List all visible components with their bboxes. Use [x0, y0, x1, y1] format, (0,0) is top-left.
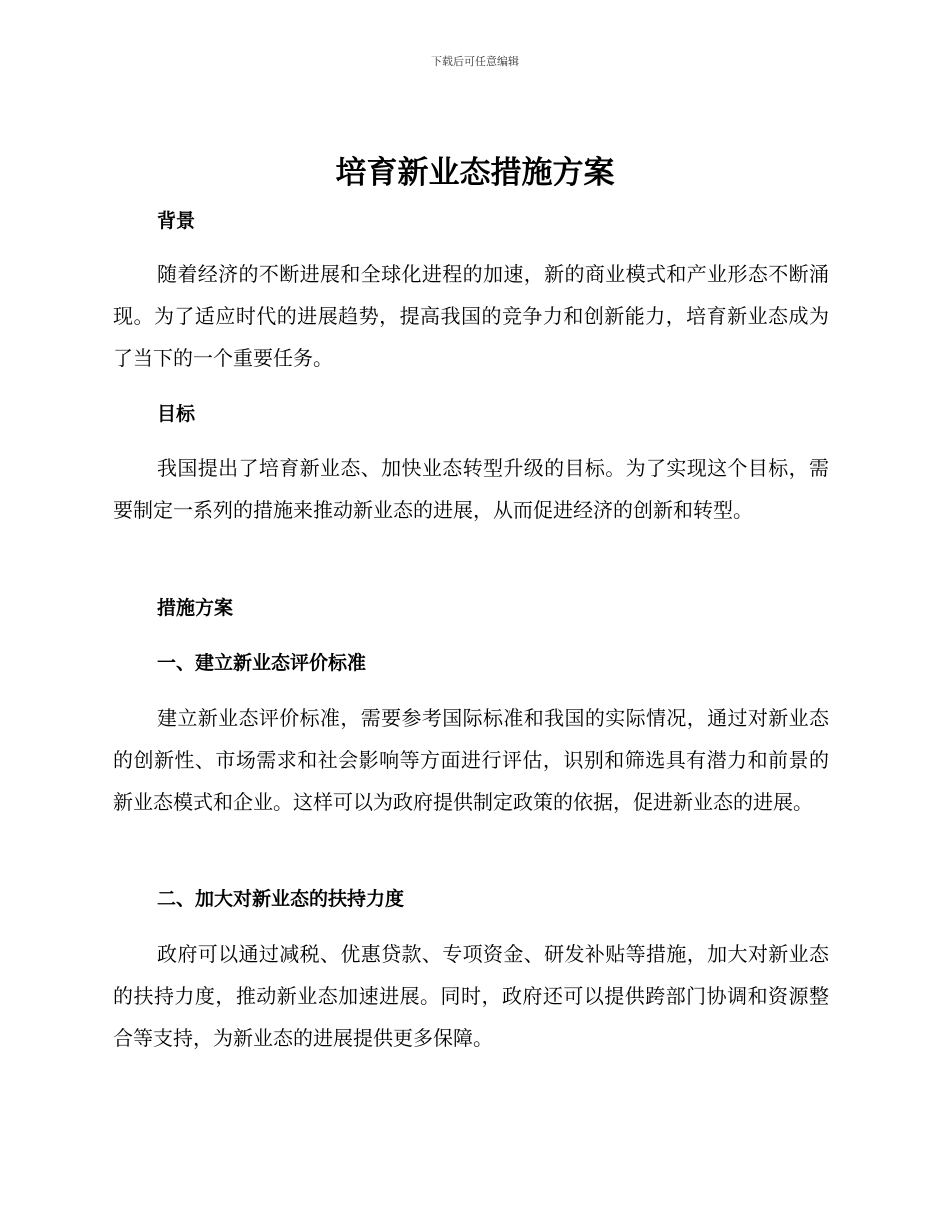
section-heading-measures: 措施方案: [157, 597, 234, 619]
section-body-support: 政府可以通过减税、优惠贷款、专项资金、研发补贴等措施，加大对新业态的扶持力度，推动新业态加速进展。同时，政府还可以提供跨部门协调和资源整合等支持，为新业态的进展提供更多保障。: [113, 942, 829, 1050]
header-note: 下载后可任意编辑: [431, 55, 519, 68]
document-title: 培育新业态措施方案: [335, 155, 615, 191]
section-body-goal: 我国提出了培育新业态、加快业态转型升级的目标。为了实现这个目标，需要制定一系列的措施来推动新业态的进展，从而促进经济的创新和转型。: [113, 456, 829, 522]
section-heading-goal: 目标: [157, 403, 196, 425]
section-heading-support: 二、加大对新业态的扶持力度: [157, 888, 405, 910]
section-heading-background: 背景: [157, 210, 196, 232]
section-heading-evaluation-standard: 一、建立新业态评价标准: [157, 652, 367, 674]
section-body-evaluation-standard: 建立新业态评价标准，需要参考国际标准和我国的实际情况，通过对新业态的创新性、市场需求和社会影响等方面进行评估，识别和筛选具有潜力和前景的新业态模式和企业。这样可以为政府提供制定政策的依据，促进新业态的进展。: [113, 706, 829, 814]
section-body-background: 随着经济的不断进展和全球化进程的加速，新的商业模式和产业形态不断涌现。为了适应时代的进展趋势，提高我国的竞争力和创新能力，培育新业态成为了当下的一个重要任务。: [113, 262, 829, 370]
